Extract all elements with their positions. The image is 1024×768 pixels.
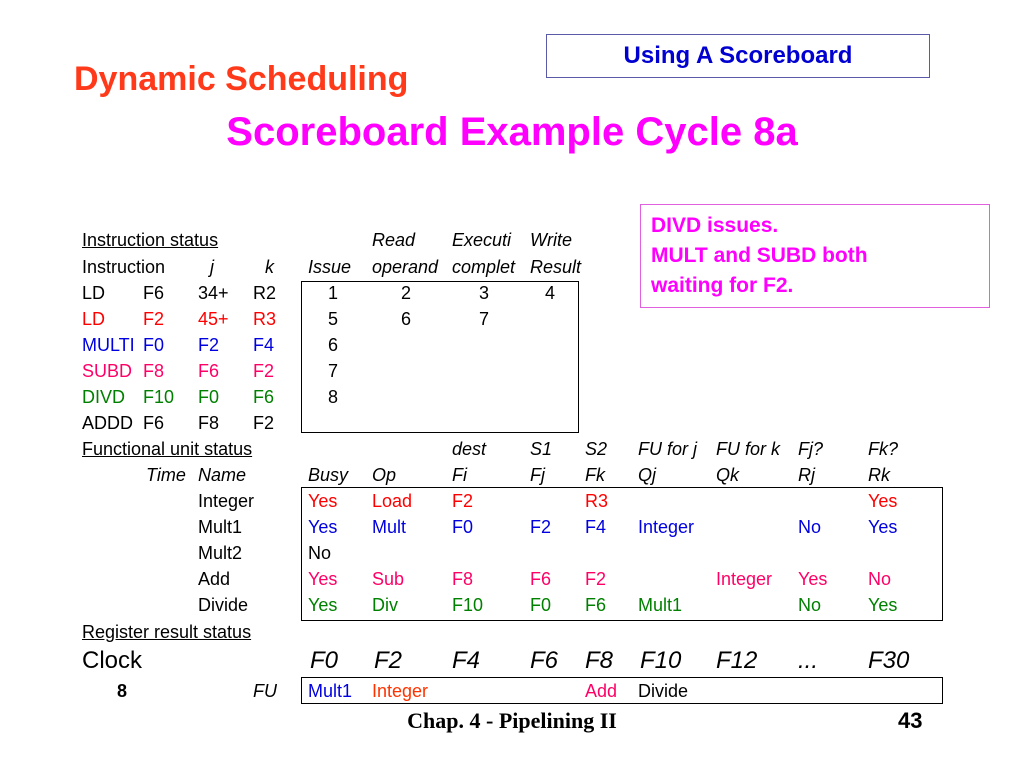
register-fu-value: Divide: [638, 681, 689, 701]
fu-rk: Yes: [868, 517, 898, 537]
fu-busy: Yes: [308, 595, 338, 615]
instr-j: 34+: [198, 283, 229, 303]
note-box: [640, 204, 990, 308]
header-qk: Qk: [716, 465, 740, 485]
header-s1: S1: [530, 439, 553, 459]
instr-k: F4: [253, 335, 275, 355]
header-write: Result: [530, 257, 582, 277]
fu-fj: F0: [530, 595, 552, 615]
fu-op: Div: [372, 595, 398, 615]
instr-exec: 7: [478, 309, 489, 329]
fu-fj: F2: [530, 517, 552, 537]
instr-issue: 6: [327, 335, 338, 355]
register-name: F12: [716, 647, 758, 674]
instr-j: F8: [198, 413, 220, 433]
fu-busy: No: [308, 543, 332, 563]
instr-k: R2: [253, 283, 277, 303]
instr-issue: 8: [327, 387, 338, 407]
header-read-top: Read: [372, 230, 416, 250]
footer-chapter: Chap. 4 - Pipelining II: [407, 708, 617, 733]
header-qj: Qj: [638, 465, 656, 485]
header-j: j: [210, 257, 214, 277]
instr-j: 45+: [198, 309, 229, 329]
register-name: F30: [868, 647, 910, 674]
fu-name: Divide: [198, 595, 249, 615]
fu-rj: Yes: [798, 569, 828, 589]
instruction-status-title: Instruction status: [82, 230, 219, 250]
instr-op: ADDD: [82, 413, 134, 433]
fu-rj: No: [798, 595, 822, 615]
header-busy: Busy: [308, 465, 349, 485]
instr-op: MULTI: [82, 335, 135, 355]
clock-value: 8: [117, 681, 128, 701]
header-issue: Issue: [308, 257, 352, 277]
instr-dest: F6: [143, 283, 165, 303]
instr-issue: 1: [327, 283, 338, 303]
header-s2: S2: [585, 439, 608, 459]
header-execute: complet: [452, 257, 516, 277]
header-time: Time: [146, 465, 186, 485]
fu-qj: Integer: [638, 517, 695, 537]
header-fi: Fi: [452, 465, 467, 485]
header-rj: Rj: [798, 465, 815, 485]
register-fu-value: Add: [585, 681, 618, 701]
fu-op: Mult: [372, 517, 407, 537]
header-k: k: [265, 257, 274, 277]
instr-dest: F6: [143, 413, 165, 433]
header-fu-for-j: FU for j: [638, 439, 698, 459]
instr-dest: F10: [143, 387, 175, 407]
fu-fi: F10: [452, 595, 484, 615]
instr-read: 2: [400, 283, 411, 303]
register-name: ...: [798, 647, 819, 674]
fu-name: Mult1: [198, 517, 243, 537]
fu-fk: F6: [585, 595, 607, 615]
header-op: Op: [372, 465, 397, 485]
register-name: F6: [530, 647, 559, 674]
instr-issue: 7: [327, 361, 338, 381]
instr-issue: 5: [327, 309, 338, 329]
fu-busy: Yes: [308, 491, 338, 511]
functional-unit-status-title: Functional unit status: [82, 439, 253, 459]
section-title: Dynamic Scheduling: [74, 60, 409, 98]
fu-rk: No: [868, 569, 892, 589]
register-fu-value: Integer: [372, 681, 429, 701]
fu-name: Integer: [198, 491, 255, 511]
instr-op: LD: [82, 283, 106, 303]
header-dest: dest: [452, 439, 487, 459]
instr-k: F2: [253, 361, 275, 381]
header-exec-top: Executi: [452, 230, 512, 250]
topic-label: Using A Scoreboard: [546, 34, 930, 78]
fu-rk: Yes: [868, 491, 898, 511]
instr-op: LD: [82, 309, 106, 329]
fu-fj: F6: [530, 569, 552, 589]
header-fk: Fk: [585, 465, 605, 485]
instr-dest: F8: [143, 361, 165, 381]
register-fu-value: Mult1: [308, 681, 353, 701]
fu-fk: F4: [585, 517, 607, 537]
header-fu-for-k: FU for k: [716, 439, 781, 459]
register-name: F0: [310, 647, 339, 674]
fu-busy: Yes: [308, 569, 338, 589]
header-fj: Fj: [530, 465, 545, 485]
fu-rk: Yes: [868, 595, 898, 615]
page-number: 43: [898, 708, 923, 733]
register-status-title: Register result status: [82, 622, 252, 642]
header-instruction: Instruction: [82, 257, 166, 277]
instr-write: 4: [544, 283, 555, 303]
header-name: Name: [198, 465, 247, 485]
fu-fk: F2: [585, 569, 607, 589]
instr-op: DIVD: [82, 387, 126, 407]
fu-op: Sub: [372, 569, 405, 589]
header-rk: Rk: [868, 465, 890, 485]
fu-busy: Yes: [308, 517, 338, 537]
fu-name: Mult2: [198, 543, 243, 563]
fu-rj: No: [798, 517, 822, 537]
instr-dest: F2: [143, 309, 165, 329]
instr-j: F6: [198, 361, 220, 381]
fu-qj: Mult1: [638, 595, 683, 615]
register-name: F8: [585, 647, 614, 674]
instr-read: 6: [400, 309, 411, 329]
instr-op: SUBD: [82, 361, 133, 381]
header-read: operand: [372, 257, 439, 277]
fu-fi: F8: [452, 569, 474, 589]
slide-title: Scoreboard Example Cycle 8a: [226, 110, 798, 154]
fu-label: FU: [253, 681, 277, 701]
instr-k: F6: [253, 387, 275, 407]
register-name: F4: [452, 647, 481, 674]
header-fk-ready: Fk?: [868, 439, 899, 459]
register-name: F10: [640, 647, 682, 674]
register-name: F2: [374, 647, 403, 674]
clock-label: Clock: [82, 647, 143, 674]
fu-op: Load: [372, 491, 413, 511]
fu-fk: R3: [585, 491, 609, 511]
header-write-top: Write: [530, 230, 572, 250]
instr-j: F0: [198, 387, 220, 407]
instr-k: F2: [253, 413, 275, 433]
note-line: DIVD issues.: [651, 214, 779, 237]
instr-exec: 3: [478, 283, 489, 303]
header-fj-ready: Fj?: [798, 439, 824, 459]
fu-fi: F0: [452, 517, 474, 537]
fu-qk: Integer: [716, 569, 773, 589]
note-line: MULT and SUBD both: [651, 244, 868, 267]
note-line: waiting for F2.: [651, 274, 794, 297]
instr-j: F2: [198, 335, 220, 355]
fu-fi: F2: [452, 491, 474, 511]
fu-name: Add: [198, 569, 231, 589]
instr-dest: F0: [143, 335, 165, 355]
instr-k: R3: [253, 309, 277, 329]
